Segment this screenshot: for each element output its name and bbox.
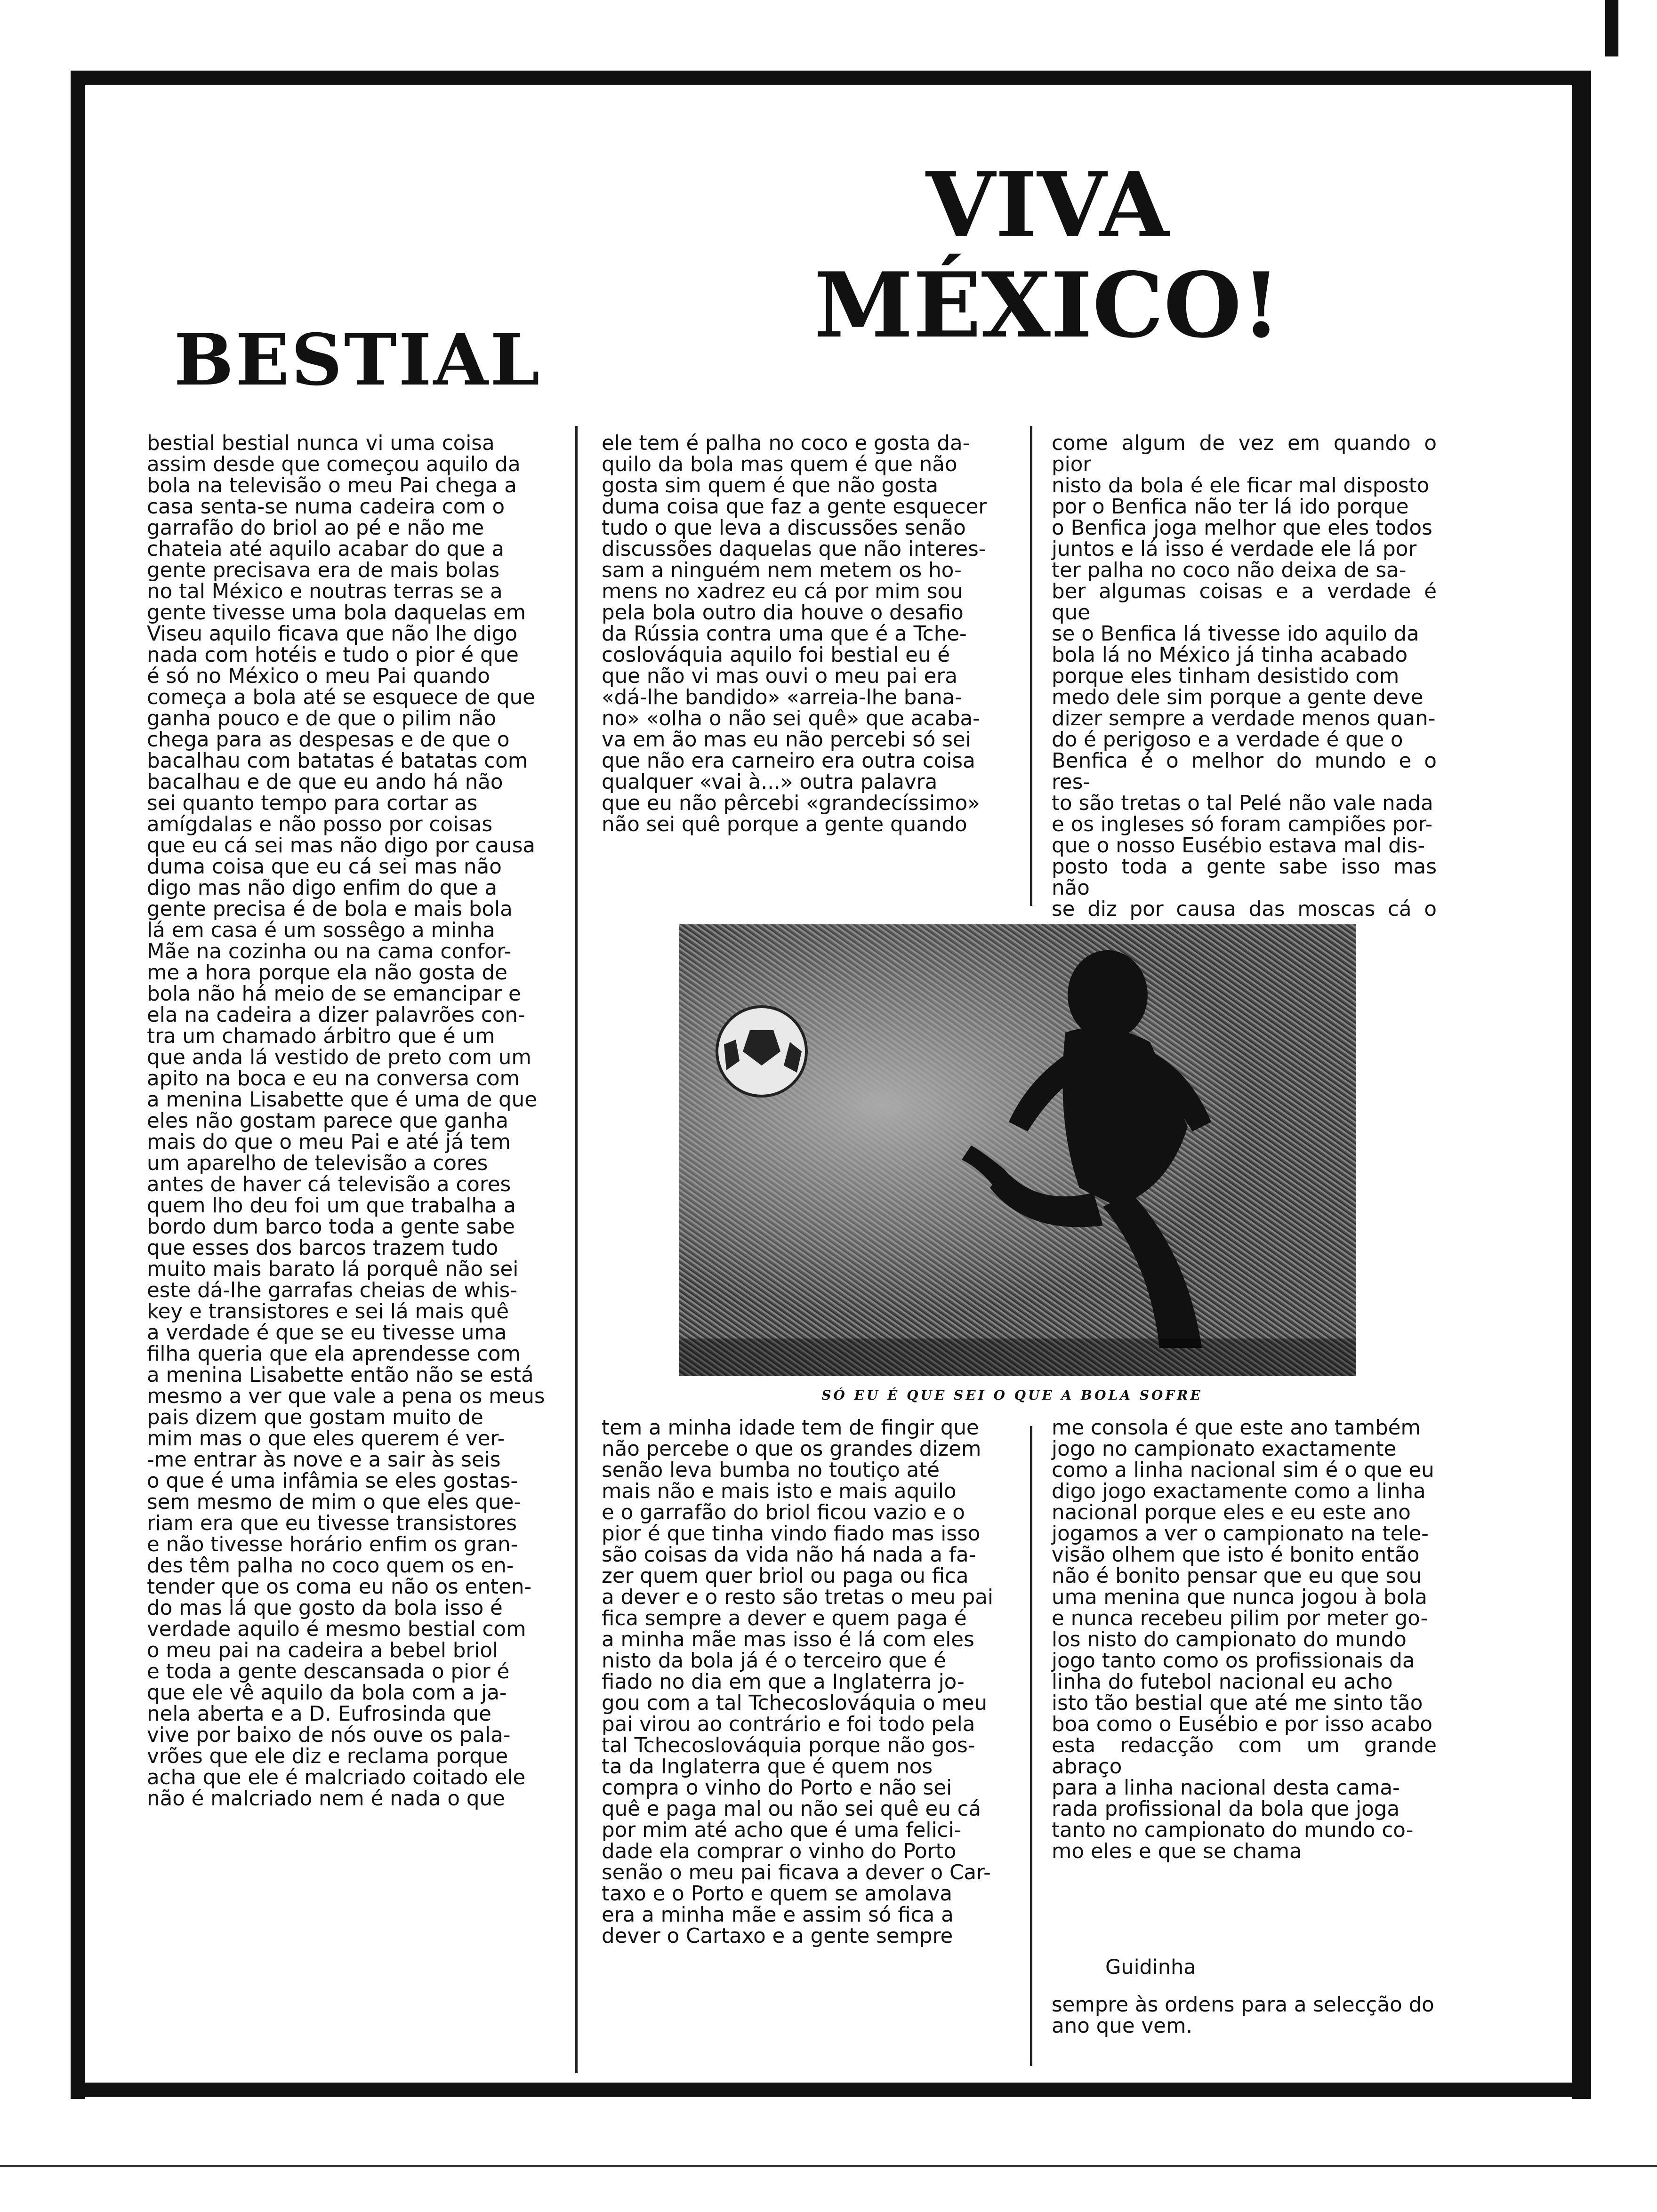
column-divider-1 [575,426,578,2073]
column-divider-2-top [1030,426,1032,906]
page-border-left [71,71,85,2099]
author-signature: Guidinha [1105,1956,1196,1979]
article-column-3-top: come algum de vez em quando o pior nisto da bola é ele ficar mal disposto por o Benfica não ter lá ido porque o Benfica joga melhor que eles todos juntos e lá isso é verdade ele lá por ter palha no coco não deixa de sa- ber algumas coisas e a verdade é que se o Benfica lá tivesse ido aquilo da bola lá no México já tinha acabado porque eles tinham desistido com medo dele sim porque a gente deve dizer sempre a verdade menos quan- do é perigoso e a verdade é que o Benfica é o melhor do mundo e o res- to são tretas o tal Pelé não vale nada e os ingleses só foram campiões por- que o nosso Eusébio estava mal dis- posto toda a gente sabe isso mas não se diz por causa das moscas cá o [1052,432,1437,921]
page-bottom-rule [0,2165,1657,2167]
article-column-3-bottom: me consola é que este ano também jogo no campionato exactamente como a linha nacional sim é o que eu digo jogo exactamente como a linha nacional porque eles e eu este ano jogamos a ver o campionato na tele- visão olhem que isto é bonito então não é bonito pensar que eu que sou uma menina que nunca jogou à bola e nunca recebeu pilim por meter go- los nisto do campionato do mundo jogo tanto como os profissionais da linha do futebol nacional eu acho isto tão bestial que até me sinto tão boa como o Eusébio e por isso acabo esta redacção com um grande abraço para a linha nacional desta cama- rada profissional da bola que joga tanto no campionato do mundo co- mo eles e que se chama [1052,1416,1437,1863]
bestial-headline: BESTIAL [174,319,542,401]
page-border-bottom [71,2083,1591,2097]
football-player-photo [679,924,1356,1376]
article-column-2-top: ele tem é palha no coco e gosta da- quilo da bola mas quem é que não gosta sim quem é que não gosta duma coisa que faz a gente esquecer tudo o que leva a discussões senão discussões daquelas que não interes- sam a ninguém nem metem os ho- mens no xadrez eu cá por mim sou pela bola outro dia houve o desafio da Rússia contra uma que é a Tche- coslováquia aquilo foi bestial eu é que não vi mas ouvi o meu pai era «dá-lhe bandido» «arreia-lhe bana- no» «olha o não sei quê» que acaba- va em ão mas eu não percebi só sei que não era carneiro era outra coisa qualquer «vai à...» outra palavra que eu não pêrcebi «grandecíssimo» não sei quê porque a gente quando [602,432,987,836]
scan-edge-mark [1605,0,1618,56]
headline-line-1: VIVA [925,152,1169,257]
viva-mexico-headline [800,152,1295,358]
article-column-2-bottom: tem a minha idade tem de fingir que não percebe o que os grandes dizem senão leva bumba no toutiço até mais não e mais isto e mais aquilo e o garrafão do briol ficou vazio e o pior é que tinha vindo fiado mas isso são coisas da vida não há nada a fa- zer quem quer briol ou paga ou fica a dever e o resto são tretas o meu pai fica sempre a dever e quem paga é a minha mãe mas isso é lá com eles nisto da bola já é o terceiro que é fiado no dia em que a Inglaterra jo- gou com a tal Tchecoslováquia o meu pai virou ao contrário e foi todo pela tal Tchecoslováquia porque não gos- ta da Inglaterra que é quem nos compra o vinho do Porto e não sei quê e paga mal ou não sei quê eu cá por mim até acho que é uma felici- dade ela comprar o vinho do Porto senão o meu pai ficava a dever o Car- taxo e o Porto e quem se amolava era a minha mãe e assim só fica a dever o Cartaxo e a gente sempre [602,1416,994,1948]
article-postscript: sempre às ordens para a selecção do ano que vem. [1052,1993,1434,2038]
page-border-top [71,71,1591,85]
column-divider-2-bottom [1030,1426,1032,2066]
article-column-1: bestial bestial nunca vi uma coisa assim desde que começou aquilo da bola na televisão o meu Pai chega a casa senta-se numa cadeira com o garrafão do briol ao pé e não me chateia até aquilo acabar do que a gente precisava era de mais bolas no tal México e noutras terras se a gente tivesse uma bola daquelas em Viseu aquilo ficava que não lhe digo nada com hotéis e tudo o pior é que é só no México o meu Pai quando começa a bola até se esquece de que ganha pouco e de que o pilim não chega para as despesas e de que o bacalhau com batatas é batatas com bacalhau e de que eu ando há não sei quanto tempo para cortar as amígdalas e não posso por coisas que eu cá sei mas não digo por causa duma coisa que eu cá sei mas não digo mas não digo enfim do que a gente precisa é de bola e mais bola lá em casa é um sossêgo a minha Mãe na cozinha ou na cama confor- me a hora porque ela não gosta de bola não há meio de se emancipar e ela na cadeira a dizer palavrões con- tra um chamado árbitro que é um que anda lá vestido de preto com um apito na boca e eu na conversa com a menina Lisabette que é uma de que eles não gostam parece que ganha mais do que o meu Pai e até já tem um aparelho de televisão a cores antes de haver cá televisão a cores quem lho deu foi um que trabalha a bordo dum barco toda a gente sabe que esses dos barcos trazem tudo muito mais barato lá porquê não sei este dá-lhe garrafas cheias de whis- key e transistores e sei lá mais quê a verdade é que se eu tivesse uma filha queria que ela aprendesse com a menina Lisabette então não se está mesmo a ver que vale a pena os meus pais dizem que gostam muito de mim mas o que eles querem é ver- -me entrar às nove e a sair às seis o que é uma infâmia se eles gostas- sem mesmo de mim o que eles que- riam era que eu tivesse transistores e não tivesse horário enfim os gran- des têm palha no coco quem os en- tender que os coma eu não os enten- do mas lá que gosto da bola isso é verdade aquilo é mesmo bestial com o meu pai na cadeira a bebel briol e toda a gente descansada o pior é que ele vê aquilo da bola com a ja- nela aberta e a D. Eufrosinda que vive por baixo de nós ouve os pala- vrões que ele diz e reclama porque acha que ele é malcriado coitado ele não é malcriado nem é nada o que [147,432,545,1811]
headline-line-2: MÉXICO! [814,252,1281,358]
page-border-right [1572,71,1591,2099]
photo-caption: SÓ EU É QUE SEI O QUE A BOLA SOFRE [821,1387,1203,1403]
photo-illustration [679,924,1356,1376]
